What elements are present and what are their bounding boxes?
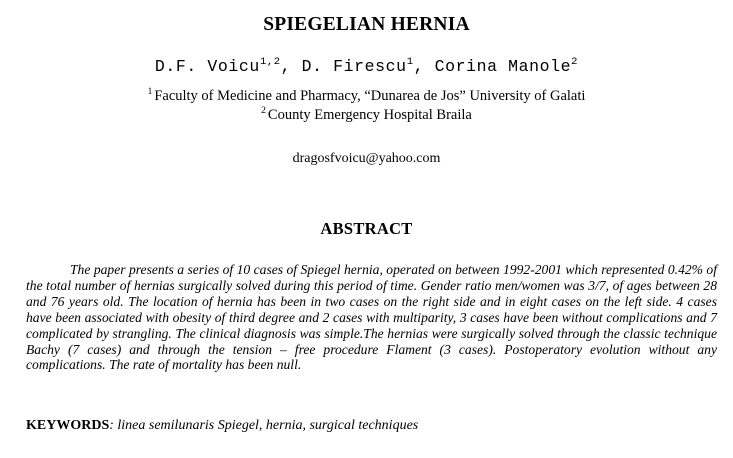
abstract-body: The paper presents a series of 10 cases of Spiegel hernia, operated on between 1992-2001 which represented 0.42% of the total number of hernias surgically solved during this period of time. Gender ratio men/women was 3/7, of ages between 28 and 76 years old. The location of hernia has been in two cases on the right side and in eight cases on the left side. 4 cases have been associated with obesity of third degree and 2 cases with multiparity, 3 cases have been without complications and 7 complicated by strangling. The clinical diagnosis was simple.The hernias were surgically solved through the classic technique Bachy (7 cases) and through the tension – free procedure Flament (3 cases). Postoperatory evolution without any complications. The rate of mortality has been null. xyxy=(26,262,717,373)
affiliation-text: Faculty of Medicine and Pharmacy, “Dunarea de Jos” University of Galati xyxy=(154,88,586,104)
paper-title: SPIEGELIAN HERNIA xyxy=(263,14,470,35)
author-separator: , xyxy=(413,57,435,76)
author-name: D. Firescu xyxy=(301,57,407,76)
author-name: D.F. Voicu xyxy=(154,57,260,76)
keywords-line xyxy=(26,418,717,434)
affiliation-line xyxy=(0,88,733,105)
affiliation-line xyxy=(0,107,733,124)
author-affiliation-mark: 1 xyxy=(406,56,414,68)
author-list xyxy=(0,57,733,76)
keywords-label: KEYWORDS xyxy=(26,418,110,433)
author-affiliation-mark: 2 xyxy=(571,56,579,68)
keywords-text: : linea semilunaris Spiegel, hernia, surgical techniques xyxy=(109,418,419,433)
affiliation-text: County Emergency Hospital Braila xyxy=(267,107,472,123)
author-name: Corina Manole xyxy=(434,57,572,76)
author-affiliation-mark: 1,2 xyxy=(259,56,281,68)
contact-email: dragosfvoicu@yahoo.com xyxy=(292,151,441,166)
abstract-heading: ABSTRACT xyxy=(320,219,413,238)
author-separator: , xyxy=(280,57,302,76)
affiliation-mark: 1 xyxy=(147,87,153,97)
affiliation-mark: 2 xyxy=(261,106,266,116)
